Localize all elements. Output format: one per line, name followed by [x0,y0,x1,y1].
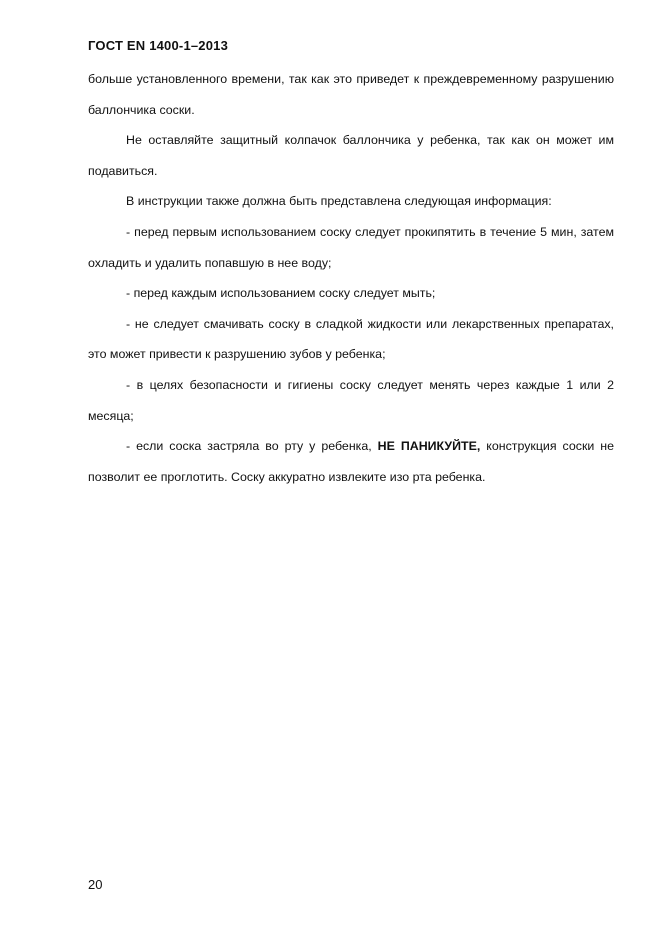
dont-panic-emphasis: НЕ ПАНИКУЙТЕ, [377,439,481,454]
page-number: 20 [88,877,103,892]
list-item-sweet-liquid: - не следует смачивать соску в сладкой жидкости или лекарственных препаратах, это может привести к разрушению зубов у ребенка; [88,316,614,362]
stuck-text-before: - если соска застряла во рту у ребенка, [126,439,378,454]
document-body [88,64,614,492]
stuck-text-after: конструкция соски не позволит ее проглотить. Соску аккуратно извлеките изо рта ребенка. [88,439,614,484]
list-item-wash: - перед каждым использованием соску следует мыть; [126,286,436,301]
list-item-boil: - перед первым использованием соску следует прокипятить в течение 5 мин, затем охладить и удалить попавшую в нее воду; [88,224,614,270]
paragraph-cap-warning: Не оставляйте защитный колпачок баллончика у ребенка, так как он может им подавиться. [88,133,614,178]
paragraph-info-intro: В инструкции также должна быть представлена следующая информация: [126,194,552,209]
document-code-header: ГОСТ EN 1400-1–2013 [88,38,229,53]
paragraph-continuation: больше установленного времени, так как это приведет к преждевременному разрушению баллончика соски. [88,72,614,117]
list-item-replace: - в целях безопасности и гигиены соску следует менять через каждые 1 или 2 месяца; [88,377,614,423]
list-item-stuck [88,431,614,492]
